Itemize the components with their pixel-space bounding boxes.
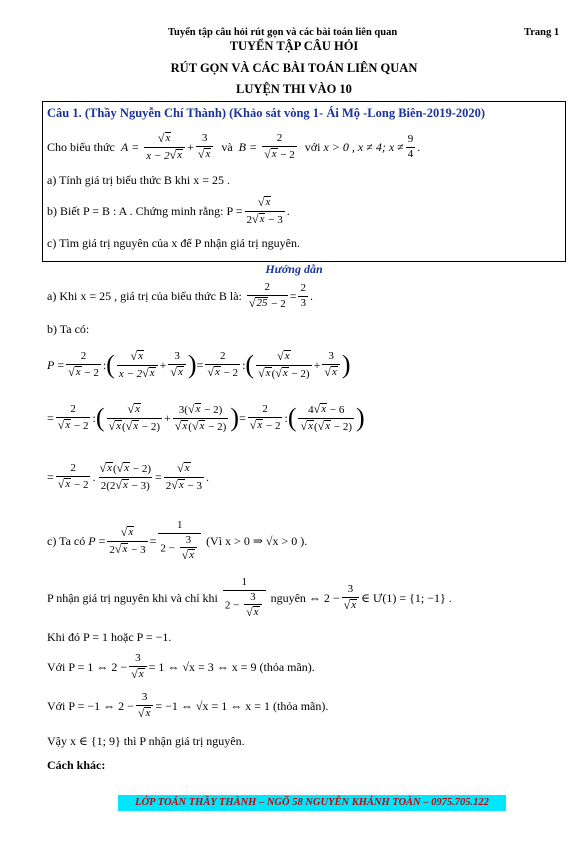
- title-line-1: TUYỂN TẬP CÂU HỎI: [229, 39, 359, 53]
- case-2-pre: Với P = −1 ⇔ 2 −: [47, 698, 134, 713]
- solution-b-label: b) Ta có:: [47, 322, 90, 336]
- solution-a-frac: 2 √ 25 − 2: [248, 281, 286, 310]
- expr-b-label: B =: [238, 139, 261, 154]
- solution-b-step-3: = 2 √ x − 2 . √ x ( √ x − 2) 2(2 √ x − 3) = √ x 2 √ x − 3 .: [47, 461, 209, 492]
- title-line-3: LUYỆN THI VÀO 10: [236, 82, 352, 96]
- case-2-post: = −1 ⇔ √x = 1 ⇔ x = 1 (thỏa mãn).: [155, 698, 329, 713]
- intro-text: Cho biểu thức: [47, 139, 115, 154]
- guide-label: Hướng dẫn: [265, 262, 323, 276]
- divisors-text: ∈ Ư(1) = {1; −1} .: [361, 590, 452, 605]
- expr-a-label: A =: [120, 139, 143, 154]
- solution-c-text: c) Ta có: [47, 533, 86, 548]
- expr-a-frac-2: 3 √ x: [196, 133, 213, 161]
- solution-b-step-1: P = 2 √ x − 2 : ( √ x x − 2 √ x + 3 √ x ) = 2 √ x − 2 : ( √ x √ x ( √ x − 2) + 3 √ x ): [47, 349, 351, 380]
- solution-a-result: $\frac{2}{3}$: [300, 282, 306, 309]
- solution-b-step-2: = 2 √ x − 2 : ( √ x √ x ( √ x − 2) + 3( √ x − 2) √ x ( √ x − 2) ) = 2 √ x − 2 : ( 4 √ x − 6 √ x ( √ x − 2) ): [47, 402, 365, 433]
- case-1-pre: Với P = 1 ⇔ 2 −: [47, 659, 128, 674]
- part-a: a) Tính giá trị biểu thức B khi x = 25 .: [47, 173, 231, 187]
- question-heading: Câu 1. (Thầy Nguyễn Chí Thành) (Khảo sát vòng 1- Ái Mộ -Long Biên-2019-2020): [47, 106, 486, 120]
- case-2-line: Với P = −1 ⇔ 2 − 3 √ x = −1 ⇔ √x = 1 ⇔ x = 1 (thỏa mãn).: [47, 691, 329, 720]
- question-expression-line: Cho biểu thức A = √ x x − 2 √ x + 3 √ x và B = 2 √ x − 2 với x > 0 , x ≠ 4; x ≠ $\frac{9}{4}$ .: [47, 131, 421, 162]
- conclusion: Vậy x ∈ {1; 9} thì P nhận giá trị nguyên.: [47, 734, 245, 748]
- case-1-post: = 1 ⇔ √x = 3 ⇔ x = 9 (thỏa mãn).: [148, 659, 315, 674]
- solution-c-note: (Vì x > 0 ⇒ √x > 0 ).: [206, 533, 308, 548]
- condition-text: x > 0 , x ≠ 4; x ≠: [323, 139, 404, 154]
- expr-a-frac-1: √ x x − 2 √ x: [144, 132, 185, 162]
- integer-condition-line: P nhận giá trị nguyên khi và chỉ khi 1 2 − 3 √ x nguyên ⇔ 2 − 3 √ x ∈ Ư(1) = {1; −1} .: [47, 576, 452, 620]
- integer-cond-pre: P nhận giá trị nguyên khi và chỉ khi: [47, 590, 218, 605]
- and-text: và: [221, 139, 233, 154]
- part-c: c) Tìm giá trị nguyên của x để P nhận giá trị nguyên.: [47, 236, 300, 250]
- running-header-title: Tuyển tập câu hỏi rút gọn và các bài toán liên quan: [168, 27, 398, 38]
- page-number: Trang 1: [524, 27, 560, 38]
- footer-banner: LỚP TOÁN THẦY THÀNH – NGÕ 58 NGUYỄN KHÁNH TOÀN – 0975.705.122: [118, 795, 506, 811]
- with-text: với: [304, 139, 321, 154]
- solution-a: a) Khi x = 25 , giá trị của biểu thức B là: 2 √ 25 − 2 = $\frac{2}{3}$ .: [47, 281, 313, 310]
- integer-cond-post: nguyên ⇔ 2 −: [270, 590, 340, 605]
- when-text: Khi đó P = 1 hoặc P = −1.: [47, 630, 172, 644]
- alt-method-label: Cách khác:: [47, 758, 106, 772]
- part-b: b) Biết P = B : A . Chứng minh rằng: P = √ x 2 √ x − 3 .: [47, 195, 290, 226]
- solution-a-text: a) Khi x = 25 , giá trị của biểu thức B là:: [47, 288, 242, 303]
- expr-b-frac: 2 √ x − 2: [264, 132, 295, 161]
- solution-c-line: c) Ta có P = √ x 2 √ x − 3 = 1 2 − 3 √ x (Vì x > 0 ⇒ √x > 0 ).: [47, 519, 308, 563]
- part-b-text: b) Biết P = B : A . Chứng minh rằng: P =: [47, 203, 243, 218]
- part-b-frac: √ x 2 √ x − 3: [246, 195, 283, 226]
- title-line-2: RÚT GỌN VÀ CÁC BÀI TOÁN LIÊN QUAN: [170, 61, 418, 75]
- condition-frac: $\frac{9}{4}$: [407, 133, 414, 160]
- case-1-line: Với P = 1 ⇔ 2 − 3 √ x = 1 ⇔ √x = 3 ⇔ x = 9 (thỏa mãn).: [47, 652, 315, 681]
